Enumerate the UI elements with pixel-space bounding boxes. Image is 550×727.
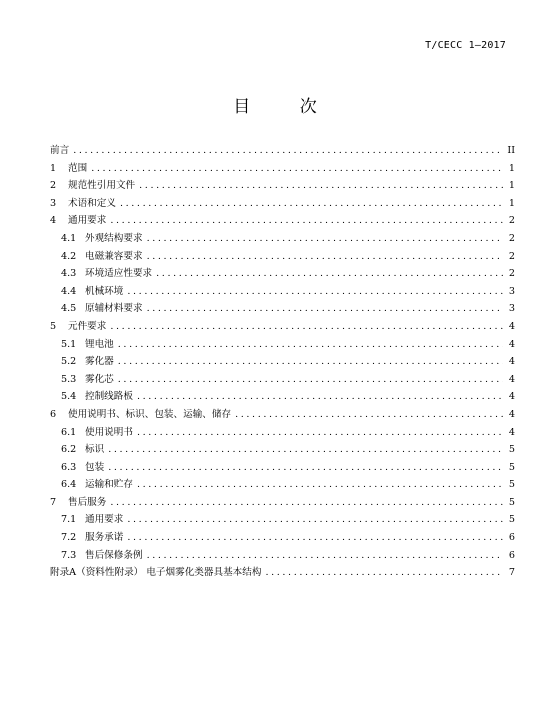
toc-entry-label: 标识 (85, 444, 105, 456)
toc-entry-page: 6 (508, 532, 515, 544)
dot-leader (127, 511, 503, 529)
toc-entry-page: 4 (508, 408, 515, 420)
toc-entry[interactable] (50, 195, 515, 213)
dot-leader (110, 212, 503, 230)
toc-entry[interactable] (50, 212, 515, 230)
toc-entry-page: 3 (508, 303, 515, 315)
toc-entry[interactable] (50, 494, 515, 512)
dot-leader (147, 230, 503, 248)
toc-entry-page: 5 (508, 461, 515, 473)
toc-entry-page: 2 (508, 232, 515, 244)
toc-entry[interactable] (50, 476, 515, 494)
toc-entry[interactable] (50, 353, 515, 371)
toc-entry-label: 机械环境 (85, 285, 124, 297)
toc-entry-label: 雾化芯 (85, 373, 114, 385)
toc-entry-page: 4 (508, 356, 515, 368)
toc-entry-page: 4 (508, 320, 515, 332)
document-code: T/CECC 1—2017 (425, 40, 506, 51)
toc-entry[interactable] (50, 177, 515, 195)
dot-leader (265, 564, 503, 582)
toc-entry-number: 7.1 (61, 514, 77, 526)
toc-entry[interactable] (50, 547, 515, 565)
toc-entry-label: 环境适应性要求 (85, 268, 153, 280)
toc-entry-page: 5 (508, 496, 515, 508)
toc-entry[interactable] (50, 441, 515, 459)
dot-leader (137, 476, 503, 494)
toc-entry-label: 使用说明书、标识、包装、运输、储存 (68, 408, 232, 420)
toc-entry-label: 范围 (68, 162, 88, 174)
toc-entry-number: 4.1 (61, 232, 77, 244)
toc-entry-number: 5.2 (61, 356, 77, 368)
toc-entry-number: 2 (50, 180, 57, 192)
toc-entry-label: 通用要求 (68, 215, 107, 227)
toc-entry-number: 4.3 (61, 268, 77, 280)
toc-entry[interactable] (50, 300, 515, 318)
toc-entry-number: 7 (50, 496, 57, 508)
toc-entry-number: 4.2 (61, 250, 77, 262)
toc-entry-label: 包装 (85, 461, 105, 473)
toc-entry-number: 7.2 (61, 532, 77, 544)
toc-entry-label: 电磁兼容要求 (85, 250, 143, 262)
toc-entry-label: 售后服务 (68, 496, 107, 508)
toc-entry-page: 5 (508, 514, 515, 526)
dot-leader (139, 177, 503, 195)
toc-entry-number: 6.2 (61, 444, 77, 456)
toc-entry-page: 4 (508, 391, 515, 403)
dot-leader (156, 265, 503, 283)
toc-entry[interactable] (50, 142, 515, 160)
toc-entry-page: 4 (508, 426, 515, 438)
toc-entry[interactable] (50, 230, 515, 248)
toc-entry-label: 通用要求 (85, 514, 124, 526)
toc-entry-page: 4 (508, 373, 515, 385)
toc-entry-page: 3 (508, 285, 515, 297)
toc-entry-number: 6.3 (61, 461, 77, 473)
toc-entry-number: 6 (50, 408, 57, 420)
dot-leader (147, 547, 503, 565)
toc-entry[interactable] (50, 564, 515, 582)
toc-entry[interactable] (50, 336, 515, 354)
toc-entry[interactable] (50, 160, 515, 178)
toc-entry-label: 元件要求 (68, 320, 107, 332)
toc-entry-number: 5.1 (61, 338, 77, 350)
toc-entry-label: 前言 (50, 145, 70, 156)
toc-entry[interactable] (50, 318, 515, 336)
dot-leader (91, 160, 503, 178)
toc-entry-number: 5.3 (61, 373, 77, 385)
toc-entry-label: 外观结构要求 (85, 232, 143, 244)
table-of-contents (50, 142, 515, 582)
toc-entry-number: 5 (50, 320, 57, 332)
toc-entry-page: 1 (508, 197, 515, 209)
toc-entry-page: II (507, 145, 515, 156)
toc-entry[interactable] (50, 248, 515, 266)
toc-entry-number: 4 (50, 215, 57, 227)
dot-leader (147, 248, 503, 266)
dot-leader (127, 283, 503, 301)
dot-leader (235, 406, 503, 424)
toc-entry-label: 附录A（资料性附录） 电子烟雾化类器具基本结构 (50, 567, 262, 579)
toc-entry-number: 4.5 (61, 303, 77, 315)
toc-entry-page: 5 (508, 444, 515, 456)
toc-entry-label: 使用说明书 (85, 426, 133, 438)
toc-entry-number: 4.4 (61, 285, 77, 297)
toc-entry-page: 5 (508, 479, 515, 491)
dot-leader (118, 371, 503, 389)
toc-entry[interactable] (50, 459, 515, 477)
toc-entry[interactable] (50, 388, 515, 406)
toc-entry[interactable] (50, 529, 515, 547)
toc-entry-label: 规范性引用文件 (68, 180, 136, 192)
toc-entry-label: 服务承诺 (85, 532, 124, 544)
dot-leader (73, 142, 503, 160)
toc-entry-page: 2 (508, 215, 515, 227)
dot-leader (147, 300, 503, 318)
toc-entry-page: 7 (508, 567, 515, 579)
toc-entry-label: 原辅材料要求 (85, 303, 143, 315)
toc-entry-page: 1 (508, 162, 515, 174)
toc-entry-number: 1 (50, 162, 57, 174)
toc-entry[interactable] (50, 424, 515, 442)
dot-leader (137, 424, 503, 442)
dot-leader (108, 441, 503, 459)
page-title: 目 次 (233, 97, 339, 117)
dot-leader (108, 459, 503, 477)
dot-leader (110, 494, 503, 512)
dot-leader (118, 353, 503, 371)
dot-leader (110, 318, 503, 336)
toc-entry-label: 锂电池 (85, 338, 114, 350)
toc-entry-number: 6.4 (61, 479, 77, 491)
toc-entry[interactable] (50, 406, 515, 424)
toc-entry-label: 运输和贮存 (85, 479, 133, 491)
dot-leader (137, 388, 503, 406)
toc-entry-number: 6.1 (61, 426, 77, 438)
toc-entry[interactable] (50, 511, 515, 529)
toc-entry[interactable] (50, 283, 515, 301)
toc-entry-label: 控制线路板 (85, 391, 133, 403)
toc-entry-number: 7.3 (61, 549, 77, 561)
dot-leader (127, 529, 503, 547)
toc-entry-page: 2 (508, 250, 515, 262)
toc-entry-page: 2 (508, 268, 515, 280)
toc-entry-page: 1 (508, 180, 515, 192)
toc-entry-label: 售后保修条例 (85, 549, 143, 561)
dot-leader (120, 195, 503, 213)
dot-leader (118, 336, 503, 354)
toc-entry-page: 6 (508, 549, 515, 561)
toc-entry[interactable] (50, 371, 515, 389)
toc-entry-page: 4 (508, 338, 515, 350)
toc-entry[interactable] (50, 265, 515, 283)
toc-entry-number: 5.4 (61, 391, 77, 403)
toc-entry-label: 术语和定义 (68, 197, 116, 209)
toc-entry-label: 雾化器 (85, 356, 114, 368)
toc-entry-number: 3 (50, 197, 57, 209)
